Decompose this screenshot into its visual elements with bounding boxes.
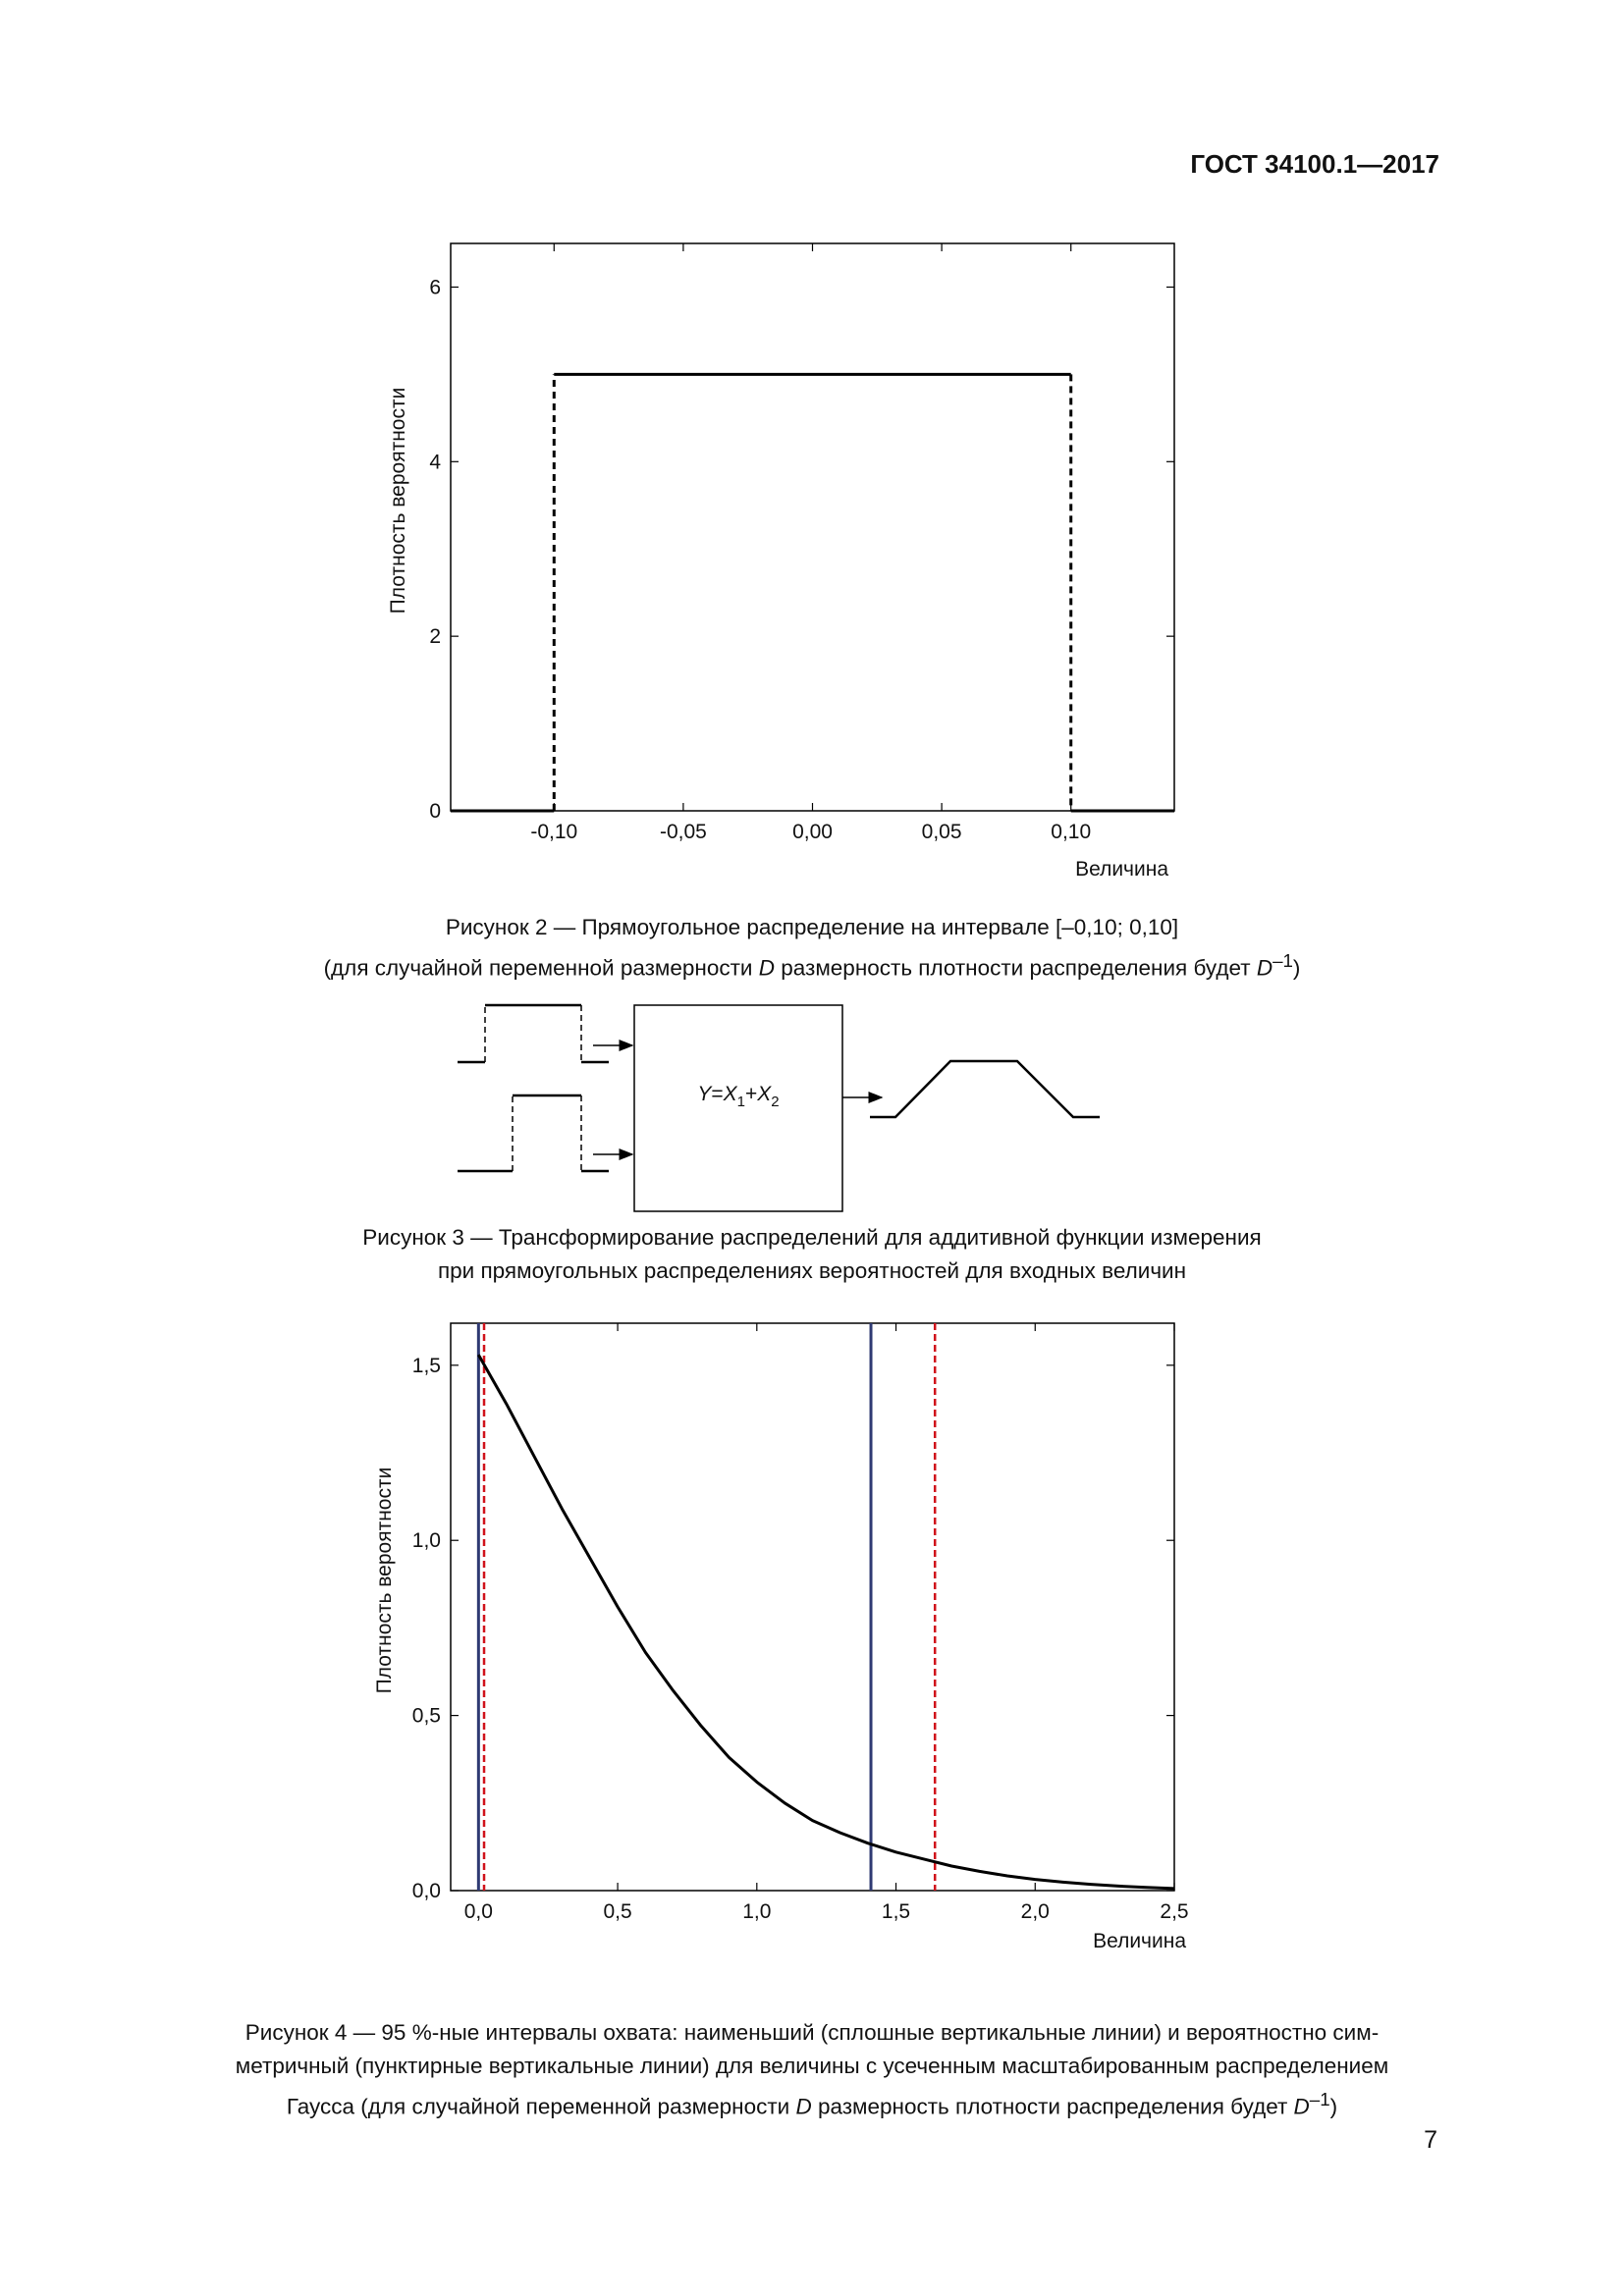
- x-tick-label: -0,10: [530, 821, 578, 843]
- caption-line: при прямоугольных распределениях вероятностей для входных величин: [437, 1258, 1187, 1283]
- x-axis-label: Величина: [1075, 858, 1168, 881]
- caption-text: Гаусса (для случайной переменной размерности: [286, 2094, 796, 2119]
- x-tick-label: 0,5: [603, 1900, 632, 1923]
- y-axis-label: Плотность вероятности: [387, 387, 409, 614]
- x-tick-label: 0,10: [1051, 821, 1092, 843]
- caption-text: размерность плотности распределения будет: [774, 955, 1257, 981]
- figure-4-caption: [0, 2016, 1624, 2124]
- figure-3-caption: [0, 1221, 1624, 1288]
- caption-variable: D: [758, 955, 775, 981]
- page-number: 7: [1424, 2126, 1437, 2154]
- standard-header: ГОСТ 34100.1—2017: [1190, 149, 1439, 179]
- y-tick-label: 6: [429, 276, 441, 299]
- caption-variable: D: [795, 2094, 812, 2119]
- caption-text: ): [1292, 955, 1301, 981]
- x-axis-label: Величина: [1093, 1930, 1186, 1952]
- caption-text: (для случайной переменной размерности: [323, 955, 759, 981]
- x-tick-label: 1,5: [881, 1900, 911, 1923]
- figure-4-chart: [0, 1315, 1624, 2002]
- function-formula: $Y=X_1+X_2$: [697, 1083, 780, 1110]
- caption-line: Рисунок 3 — Трансформирование распределений для аддитивной функции измерения: [362, 1225, 1262, 1250]
- y-tick-label: 1,0: [411, 1529, 441, 1553]
- y-tick-label: 4: [429, 451, 441, 474]
- caption-variable: D: [1293, 2094, 1310, 2119]
- plot-frame: [451, 1323, 1174, 1891]
- caption-text: размерность плотности распределения будет: [811, 2094, 1294, 2119]
- x-tick-label: 2,0: [1020, 1900, 1050, 1923]
- caption-superscript: –1: [1272, 950, 1293, 971]
- x-tick-label: -0,05: [659, 821, 707, 843]
- caption-text: ): [1329, 2094, 1338, 2119]
- x-tick-label: 2,5: [1160, 1900, 1189, 1923]
- y-tick-label: 2: [429, 625, 441, 649]
- caption-line: Рисунок 4 — 95 %-ные интервалы охвата: наименьший (сплошные вертикальные линии) и вероятностно сим-: [244, 2020, 1380, 2045]
- y-tick-label: 1,5: [411, 1354, 441, 1377]
- x-tick-label: 0,0: [463, 1900, 493, 1923]
- x-tick-label: 0,00: [792, 821, 833, 843]
- density-curve: [478, 1355, 1174, 1889]
- plot-frame: [451, 243, 1174, 811]
- x-tick-label: 1,0: [742, 1900, 772, 1923]
- caption-line: Рисунок 2 — Прямоугольное распределение на интервале [–0,10; 0,10]: [445, 915, 1179, 939]
- y-axis-label: Плотность вероятности: [373, 1467, 396, 1694]
- figure-3-diagram: [0, 991, 1624, 1217]
- y-tick-label: 0,0: [411, 1880, 441, 1902]
- figure-2-caption: [0, 911, 1624, 986]
- x-tick-label: 0,05: [921, 821, 962, 843]
- caption-superscript: –1: [1309, 2089, 1330, 2109]
- output-trapezoid: [870, 1061, 1100, 1117]
- caption-line: [0, 944, 1624, 986]
- y-tick-label: 0: [429, 800, 441, 823]
- input-1-rect-pulse: [458, 1005, 609, 1062]
- figure-2-chart: [0, 226, 1624, 903]
- caption-line: метричный (пунктирные вертикальные линии) для величины с усеченным масштабированным распределением: [235, 2054, 1389, 2078]
- y-tick-label: 0,5: [411, 1704, 441, 1728]
- caption-variable: D: [1256, 955, 1273, 981]
- input-2-rect-pulse: [458, 1095, 609, 1171]
- caption-line: [0, 2083, 1624, 2124]
